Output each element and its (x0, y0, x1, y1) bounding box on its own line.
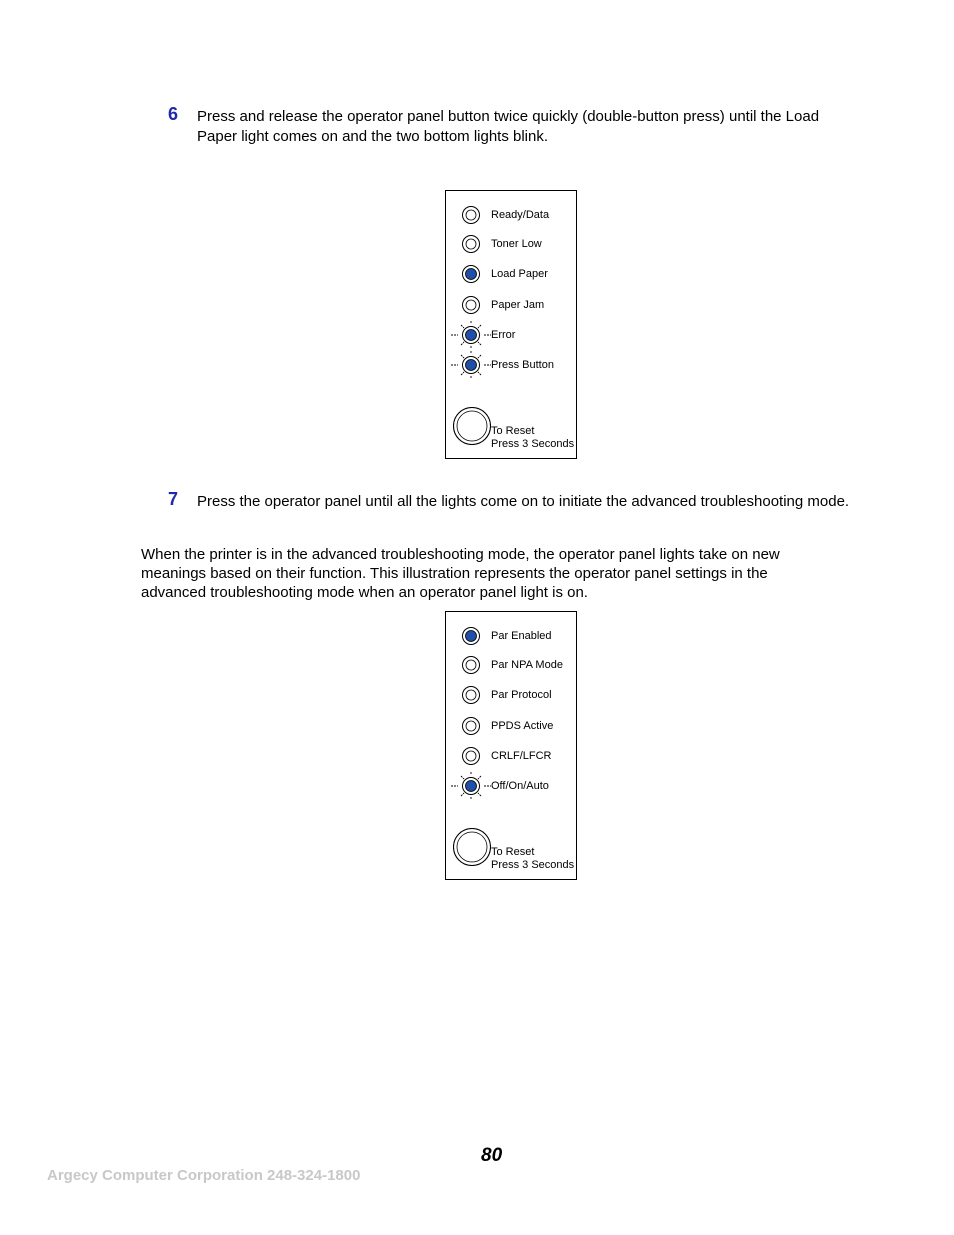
indicator-row (446, 264, 576, 284)
indicator-label: Error (491, 329, 516, 341)
panel-button-icon (453, 828, 491, 866)
light-blinking-icon (462, 326, 480, 344)
indicator-label: Paper Jam (491, 299, 545, 311)
panel-button-icon (453, 407, 491, 445)
step-number: 7 (168, 489, 179, 509)
advanced-operator-panel-illustration (445, 611, 577, 880)
indicator-row (446, 716, 576, 736)
indicator-label: CRLF/LFCR (491, 750, 552, 762)
indicator-label: Press Button (491, 359, 554, 371)
indicator-label: Par NPA Mode (491, 659, 563, 671)
indicator-label: Off/On/Auto (491, 780, 549, 792)
indicator-label: Ready/Data (491, 209, 550, 221)
indicator-label: Load Paper (491, 268, 548, 280)
indicator-row (446, 325, 576, 345)
reset-label-line1: To Reset (491, 425, 535, 437)
light-on-icon (462, 627, 480, 645)
step-text: Press and release the operator panel button twice quickly (double-button press) until the Load Paper light comes on and the two bottom lights blink. (197, 108, 820, 145)
indicator-label: Par Protocol (491, 689, 552, 701)
indicator-label: PPDS Active (491, 720, 554, 732)
footer-text: Argecy Computer Corporation 248-324-1800 (47, 1167, 361, 1184)
body-paragraph: When the printer is in the advanced troubleshooting mode, the operator panel lights take on new meanings based on their function. This illustration represents the operator panel settings in the advanced troubleshooting mode when an operator panel light is on. (141, 546, 780, 601)
light-off-icon (462, 686, 480, 704)
indicator-label: Par Enabled (491, 630, 552, 642)
light-on-icon (462, 265, 480, 283)
reset-label-line2: Press 3 Seconds (491, 859, 575, 871)
step-number: 6 (168, 104, 179, 124)
indicator-row (446, 746, 576, 766)
indicator-row (446, 295, 576, 315)
indicator-row (446, 776, 576, 796)
light-off-icon (462, 206, 480, 224)
indicator-row (446, 205, 576, 225)
light-off-icon (462, 717, 480, 735)
reset-label-line1: To Reset (491, 846, 535, 858)
indicator-row (446, 655, 576, 675)
light-blinking-icon (462, 356, 480, 374)
step-text: Press the operator panel until all the lights come on to initiate the advanced troubleshooting mode. (197, 493, 850, 510)
page-number: 80 (481, 1145, 503, 1166)
indicator-row (446, 626, 576, 646)
indicator-label: Toner Low (491, 238, 542, 250)
operator-panel-illustration (445, 190, 577, 459)
light-off-icon (462, 235, 480, 253)
light-off-icon (462, 296, 480, 314)
indicator-row (446, 234, 576, 254)
light-off-icon (462, 656, 480, 674)
reset-label-line2: Press 3 Seconds (491, 438, 575, 450)
indicator-row (446, 685, 576, 705)
light-blinking-icon (462, 777, 480, 795)
indicator-row (446, 355, 576, 375)
light-off-icon (462, 747, 480, 765)
